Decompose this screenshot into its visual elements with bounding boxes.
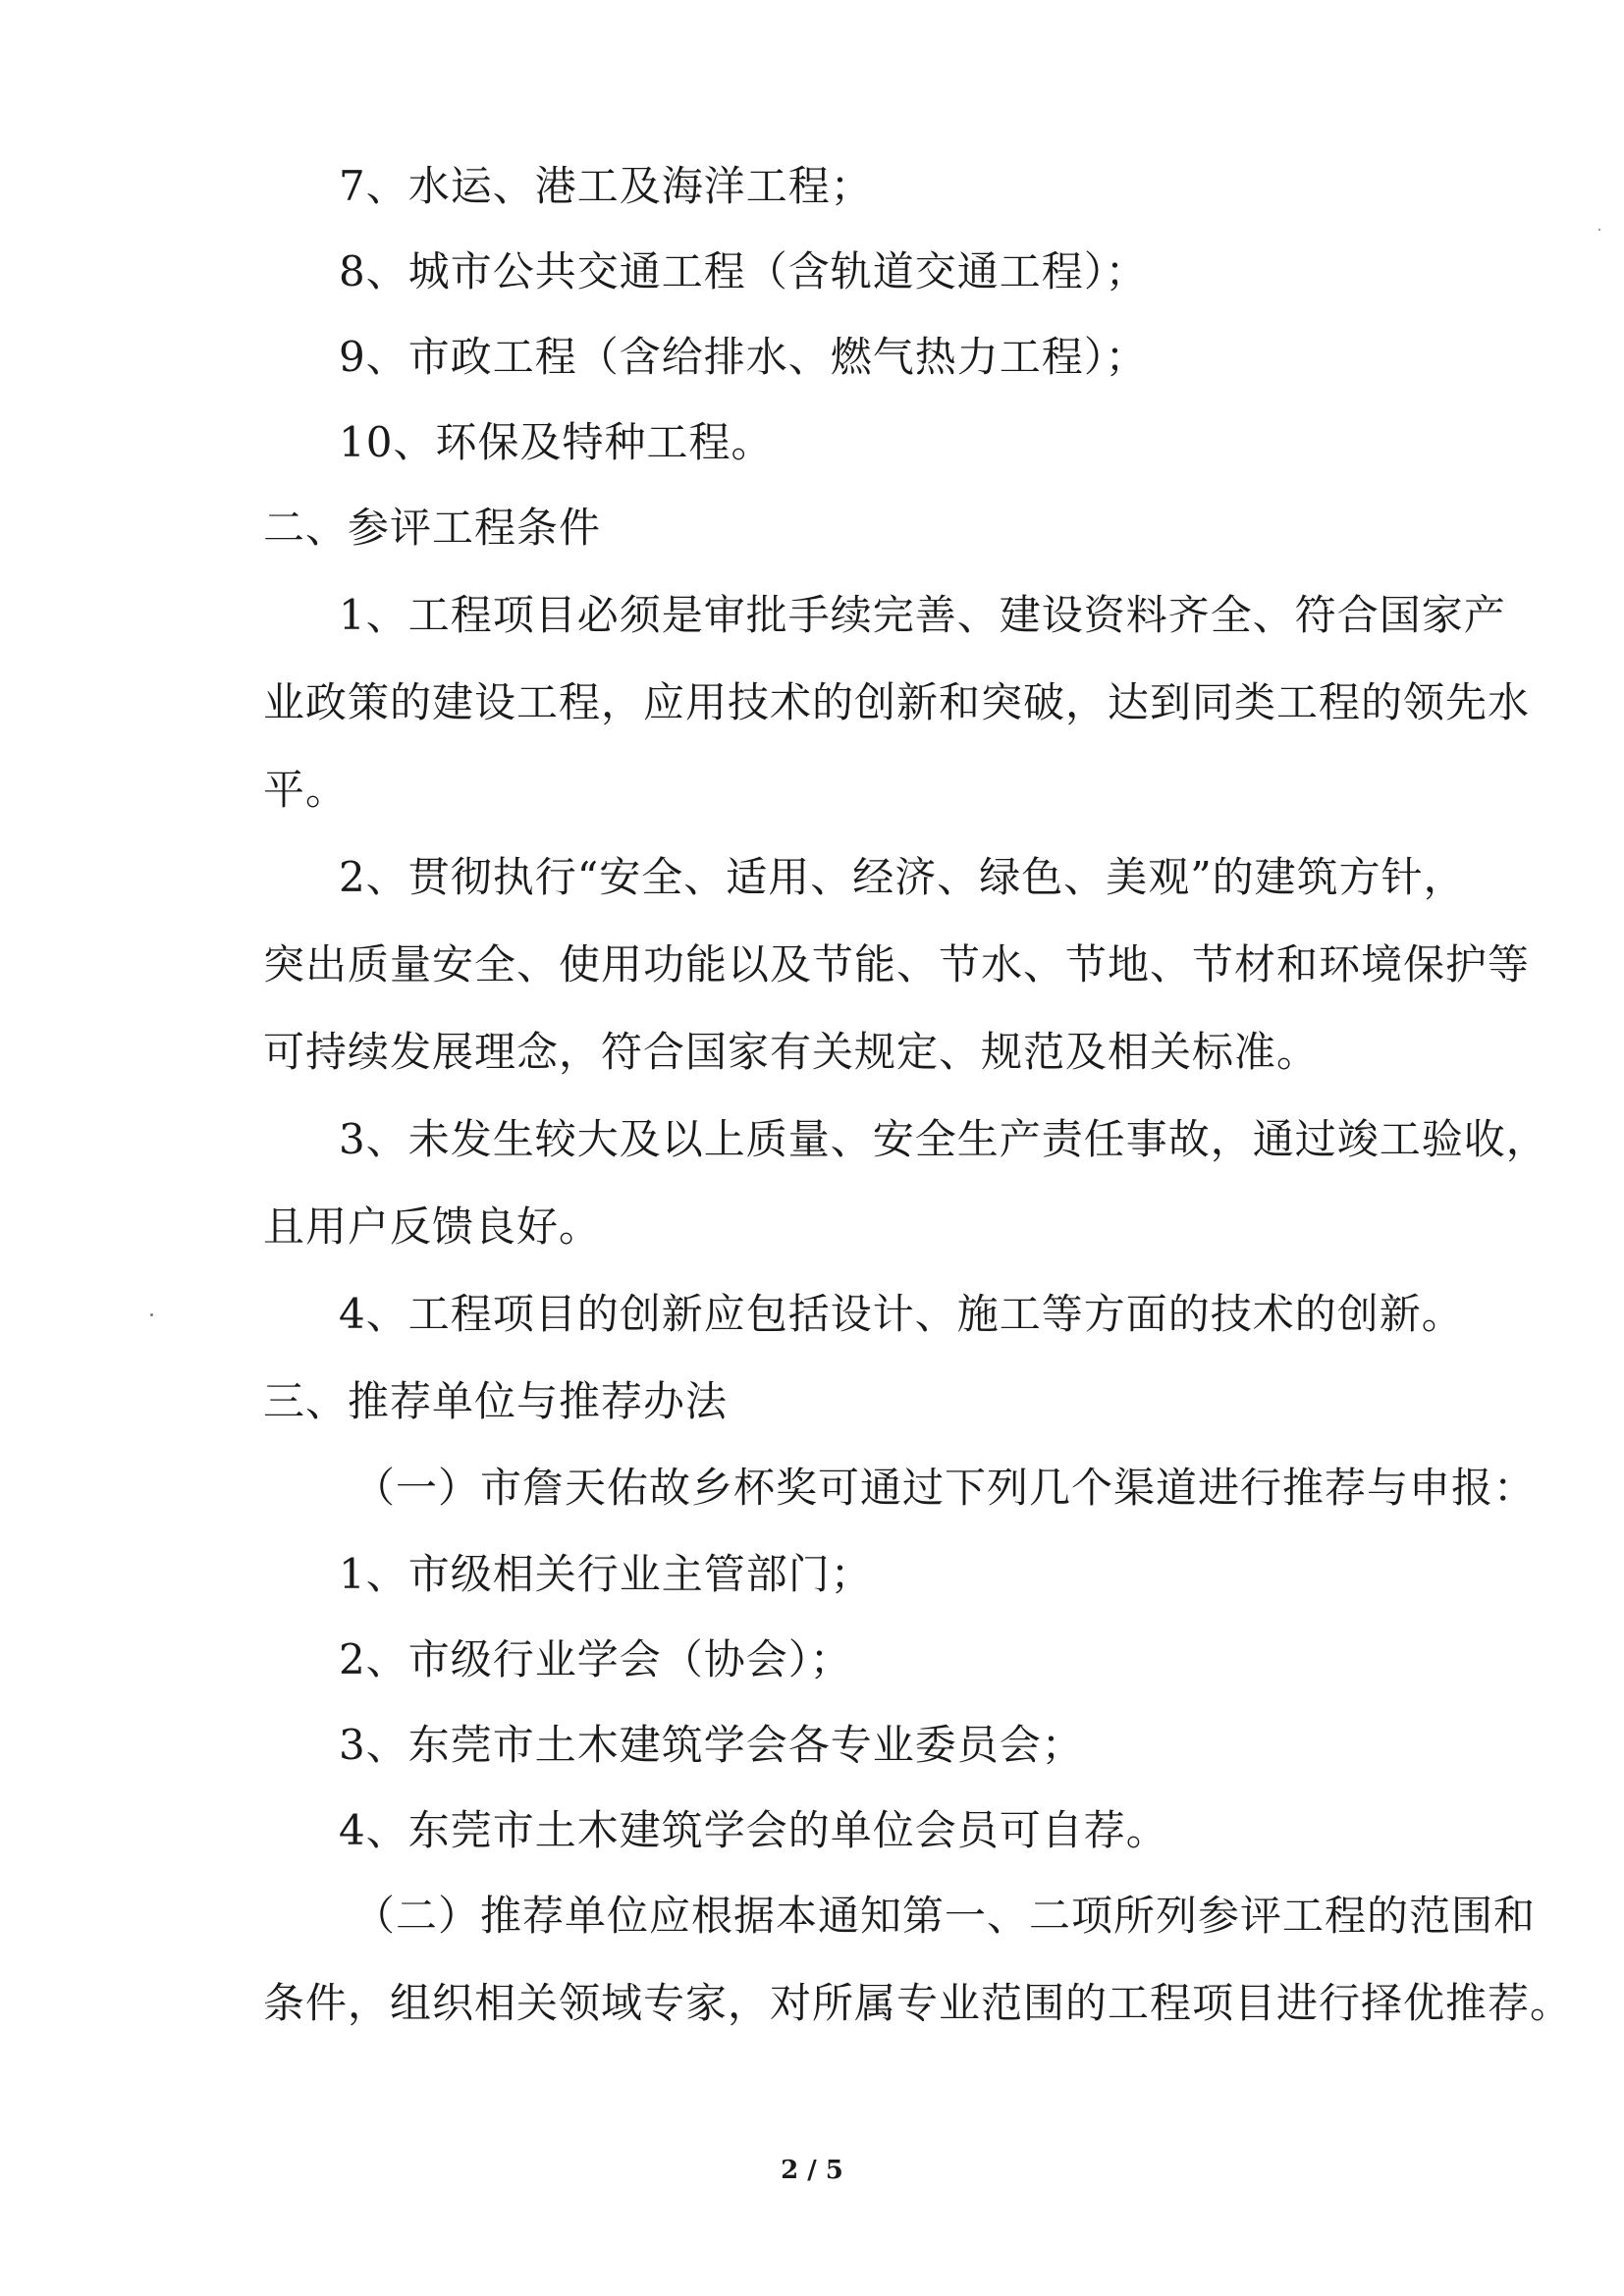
channel-item-4: 4、东莞市土木建筑学会的单位会员可自荐。 (339, 1806, 1168, 1854)
sub-section-2-line-2: 条件，组织相关领域专家，对所属专业范围的工程项目进行择优推荐。 (263, 1979, 1573, 2027)
page-number: 2 / 5 (781, 2156, 843, 2185)
condition-1-line-3: 平。 (263, 766, 349, 814)
channel-item-3: 3、东莞市土木建筑学会各专业委员会； (339, 1721, 1084, 1769)
scan-speck (1598, 229, 1600, 231)
condition-2-line-2: 突出质量安全、使用功能以及节能、节水、节地、节材和环境保护等 (263, 940, 1531, 988)
condition-2-line-1: 2、贯彻执行“安全、适用、经济、绿色、美观”的建筑方针， (339, 853, 1466, 901)
list-item-8: 8、城市公共交通工程（含轨道交通工程）； (339, 247, 1148, 295)
section-heading-2: 二、参评工程条件 (263, 504, 602, 552)
list-item-7: 7、水运、港工及海洋工程； (339, 162, 873, 210)
channel-item-2: 2、市级行业学会（协会）； (339, 1635, 852, 1683)
condition-3-line-2: 且用户反馈良好。 (263, 1202, 602, 1251)
sub-section-2-line-1: （二）推荐单位应根据本通知第一、二项所列参评工程的范围和 (353, 1892, 1537, 1940)
list-item-9: 9、市政工程（含给排水、燃气热力工程）； (339, 333, 1148, 381)
list-item-10: 10、环保及特种工程。 (339, 418, 774, 466)
condition-4: 4、工程项目的创新应包括设计、施工等方面的技术的创新。 (339, 1290, 1464, 1338)
condition-3-line-1: 3、未发生较大及以上质量、安全生产责任事故，通过竣工验收， (339, 1115, 1548, 1163)
section-heading-3: 三、推荐单位与推荐办法 (263, 1377, 729, 1425)
condition-2-line-3: 可持续发展理念，符合国家有关规定、规范及相关标准。 (263, 1028, 1320, 1076)
condition-1-line-2: 业政策的建设工程，应用技术的创新和突破，达到同类工程的领先水 (263, 678, 1531, 726)
scan-speck (150, 1313, 153, 1316)
sub-section-1: （一）市詹天佑故乡杯奖可通过下列几个渠道进行推荐与申报： (353, 1464, 1537, 1512)
channel-item-1: 1、市级相关行业主管部门； (339, 1550, 873, 1598)
condition-1-line-1: 1、工程项目必须是审批手续完善、建设资料齐全、符合国家产 (339, 591, 1506, 639)
